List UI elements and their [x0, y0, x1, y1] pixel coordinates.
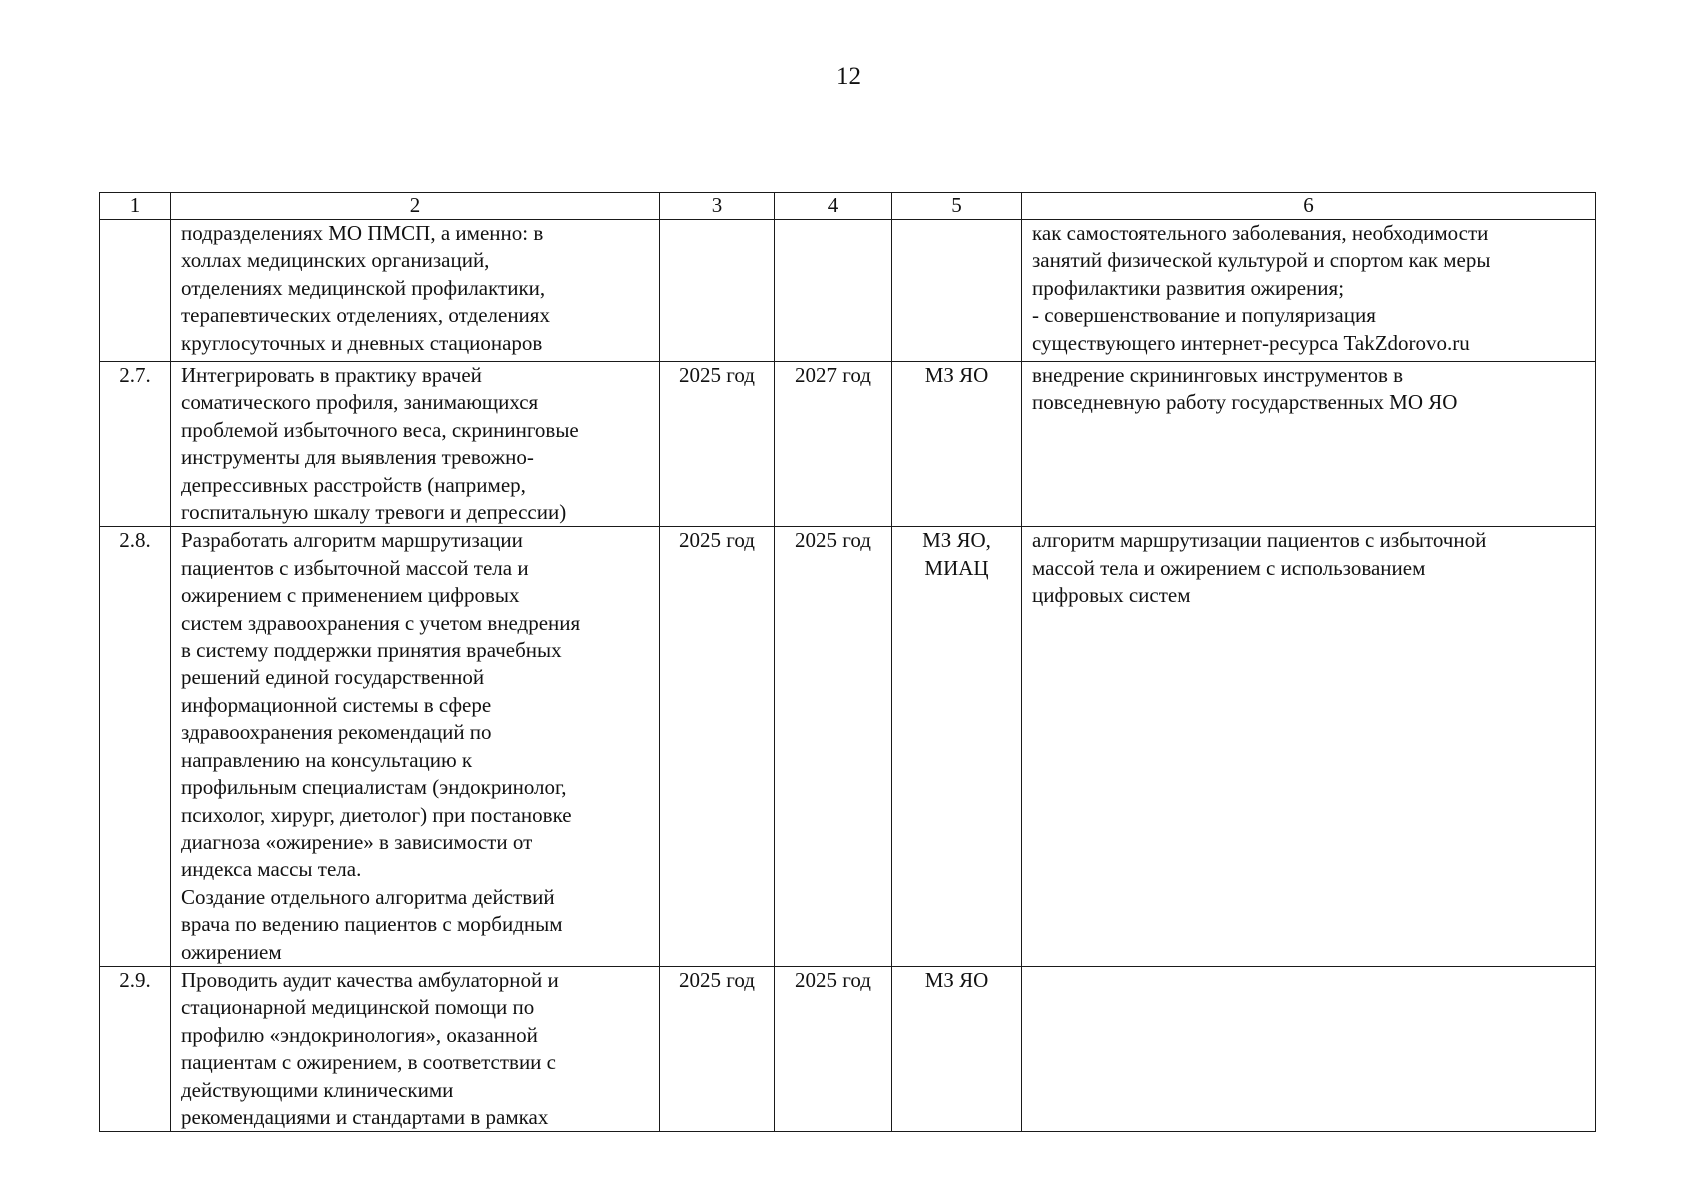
executor-cell: МЗ ЯО [892, 362, 1022, 527]
row-number-cell: 2.9. [100, 966, 171, 1131]
table-row [100, 220, 1596, 362]
row-number-cell: 2.8. [100, 527, 171, 967]
table-row [100, 362, 1596, 527]
end-date-cell [775, 220, 892, 362]
result-cell: внедрение скрининговых инструментов в повседневную работу государственных МО ЯО [1022, 362, 1596, 527]
action-cell: подразделениях МО ПМСП, а именно: в холлах медицинских организаций, отделениях медицинской профилактики, терапевтических отделениях, отделениях круглосуточных и дневных стационаров [171, 220, 660, 362]
executor-cell: МЗ ЯО, МИАЦ [892, 527, 1022, 967]
page-number: 12 [836, 63, 861, 90]
end-date-cell: 2025 год [775, 527, 892, 967]
executor-cell: МЗ ЯО [892, 966, 1022, 1131]
start-date-cell: 2025 год [660, 527, 775, 967]
result-cell: алгоритм маршрутизации пациентов с избыточной массой тела и ожирением с использованием цифровых систем [1022, 527, 1596, 967]
start-date-cell: 2025 год [660, 966, 775, 1131]
end-date-cell: 2027 год [775, 362, 892, 527]
end-date-cell: 2025 год [775, 966, 892, 1131]
start-date-cell [660, 220, 775, 362]
column-number-cell: 5 [892, 193, 1022, 220]
row-number-cell [100, 220, 171, 362]
table-row [100, 966, 1596, 1131]
column-number-cell: 6 [1022, 193, 1596, 220]
action-cell: Разработать алгоритм маршрутизации пациентов с избыточной массой тела и ожирением с применением цифровых систем здравоохранения с учетом внедрения в систему поддержки принятия врачебных решений единой государственной информационной системы в сфере здравоохранения рекомендаций по направлению на консультацию к профильным специалистам (эндокринолог, психолог, хирург, диетолог) при постановке диагноза «ожирение» в зависимости от индекса массы тела. Создание отдельного алгоритма действий врача по ведению пациентов с морбидным ожирением [171, 527, 660, 967]
row-number-cell: 2.7. [100, 362, 171, 527]
result-cell [1022, 966, 1596, 1131]
executor-cell [892, 220, 1022, 362]
column-number-cell: 2 [171, 193, 660, 220]
column-number-cell: 1 [100, 193, 171, 220]
action-cell: Проводить аудит качества амбулаторной и стационарной медицинской помощи по профилю «эндокринология», оказанной пациентам с ожирением, в соответствии с действующими клиническими рекомендациями и стандартами в рамках [171, 966, 660, 1131]
action-plan-table [99, 192, 1596, 1132]
action-cell: Интегрировать в практику врачей соматического профиля, занимающихся проблемой избыточного веса, скрининговые инструменты для выявления тревожно- депрессивных расстройств (например, госпитальную шкалу тревоги и депрессии) [171, 362, 660, 527]
start-date-cell: 2025 год [660, 362, 775, 527]
result-cell: как самостоятельного заболевания, необходимости занятий физической культурой и спортом как меры профилактики развития ожирения; - совершенствование и популяризация существующего интернет-ресурса TakZdorovo.ru [1022, 220, 1596, 362]
table-row [100, 527, 1596, 967]
column-number-cell: 4 [775, 193, 892, 220]
column-number-row [100, 193, 1596, 220]
column-number-cell: 3 [660, 193, 775, 220]
